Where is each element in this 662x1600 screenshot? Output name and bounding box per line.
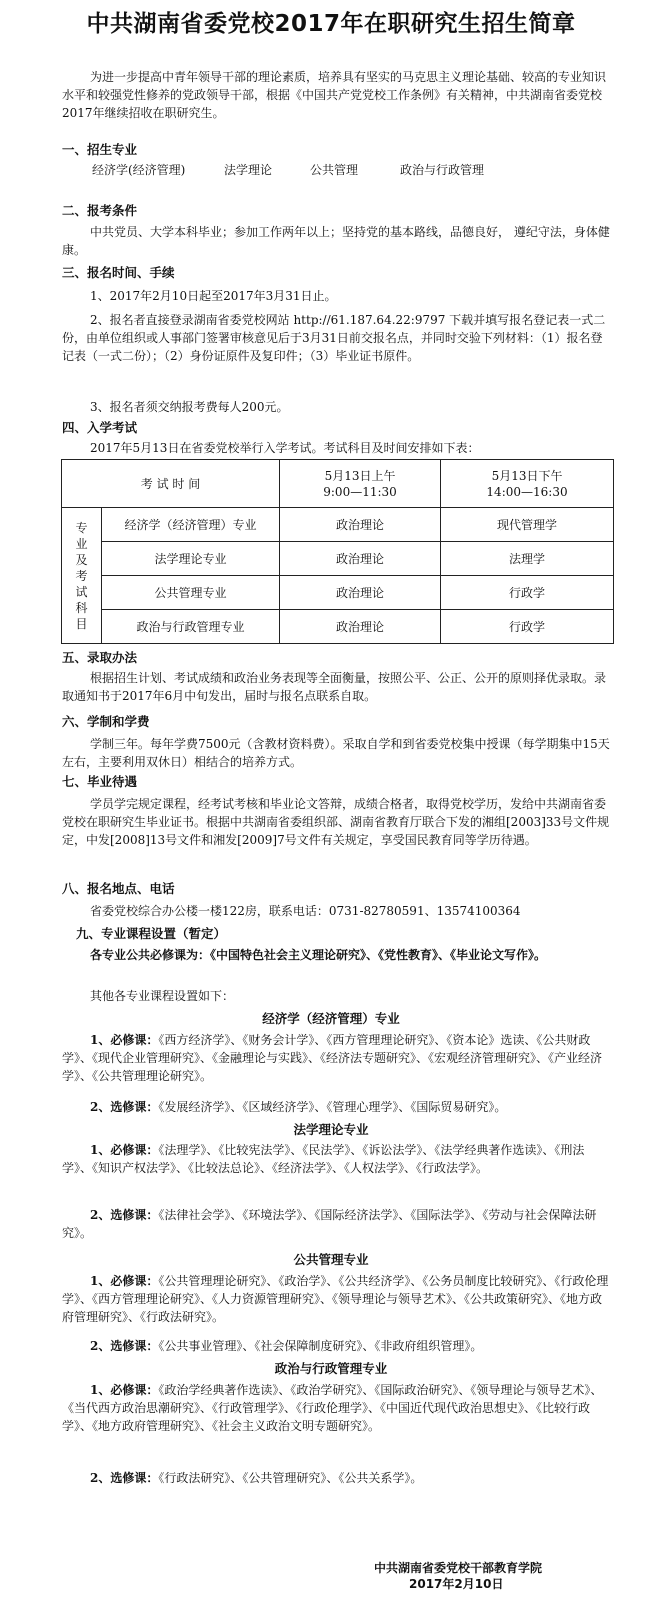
required-courses: 《西方经济学》、《财务会计学》、《西方管理理论研究》、《资本论》选读、《公共财政学》、《现代企业管理研究》、《金融理论与实践》、《经济法专题研究》、《宏观经济管理研究》、《产业经济学》、《公共管理理论研究》。 [62,1033,603,1083]
side-char: 目 [75,616,88,631]
exam-time-header: 考 试 时 间 [62,460,280,508]
section-4-heading: 四、入学考试 [62,420,138,435]
section-5-text: 根据招生计划、考试成绩和政治业务表现等全面衡量，按照公平、公正、公开的原则择优录取。录取通知书于2017年6月中旬发出，届时与报名点联系自取。 [62,671,607,703]
major-item: 政治与行政管理 [400,163,485,177]
table-cell-pm: 现代管理学 [441,508,614,542]
table-cell-major: 法学理论专业 [102,542,280,576]
elective-label: 2、选修课： [90,1100,159,1114]
exam-am-time: 9:00—11:30 [323,484,397,499]
section-3-item-1: 1、2017年2月10日起至2017年3月31日止。 [90,289,337,303]
section-7-heading: 七、毕业待遇 [62,774,138,789]
section-2-text: 中共党员、大学本科毕业；参加工作两年以上；坚持党的基本路线，品德良好， 遵纪守法，身体健康。 [62,225,610,257]
required-label: 1、必修课： [90,1143,159,1157]
side-char: 及 [75,552,88,567]
major-1-elective [62,1098,610,1116]
major-item: 公共管理 [310,163,359,177]
table-cell-pm: 行政学 [441,610,614,644]
exam-side-label [62,508,102,644]
side-char: 考 [75,568,88,583]
major-4-elective [62,1469,610,1487]
major-2-title: 法学理论专业 [293,1122,369,1137]
major-1-title: 经济学（经济管理）专业 [262,1011,400,1026]
elective-courses: 《发展经济学》、《区域经济学》、《管理心理学》、《国际贸易研究》。 [158,1100,507,1114]
table-cell-major: 公共管理专业 [102,576,280,610]
major-2-required [62,1141,610,1177]
section-2-heading: 二、报考条件 [62,203,138,218]
section-4-text: 2017年5月13日在省委党校举行入学考试。考试科目及时间安排如下表： [90,441,480,455]
other-courses-intro: 其他各专业课程设置如下： [90,989,235,1003]
side-char: 专 [75,520,88,535]
elective-courses: 《公共事业管理》、《社会保障制度研究》、《非政府组织管理》。 [158,1339,483,1353]
table-cell-major: 经济学（经济管理）专业 [102,508,280,542]
section-9-heading: 九、专业课程设置（暂定） [76,926,227,941]
required-courses: 《法理学》、《比较宪法学》、《民法学》、《诉讼法学》、《法学经典著作选读》、《刑法学》、《知识产权法学》、《比较法总论》、《经济法学》、《人权法学》、《行政法学》。 [62,1143,585,1175]
table-cell-am: 政治理论 [280,576,441,610]
elective-courses: 《法律社会学》、《环境法学》、《国际经济法学》、《国际法学》、《劳动与社会保障法研究》。 [62,1208,597,1240]
side-char: 试 [75,584,88,599]
section-6-heading: 六、学制和学费 [62,714,150,729]
major-3-title: 公共管理专业 [293,1252,369,1267]
exam-pm-date: 5月13日下午 [491,468,563,483]
major-1-required [62,1031,610,1085]
required-courses: 《政治学经典著作选读》、《政治学研究》、《国际政治研究》、《领导理论与领导艺术》、《当代西方政治思潮研究》、《行政管理学》、《行政伦理学》、《中国近代现代政治思想史》、《比较行政学》、《地方政府管理研究》、《社会主义政治文明专题研究》。 [62,1383,603,1433]
required-label: 1、必修课： [90,1383,159,1397]
section-3-item-3: 3、报名者须交纳报考费每人200元。 [90,400,289,414]
table-cell-am: 政治理论 [280,542,441,576]
intro-paragraph: 为进一步提高中青年领导干部的理论素质，培养具有坚实的马克思主义理论基础、较高的专业知识水平和较强党性修养的党政领导干部，根据《中国共产党党校工作条例》有关精神，中共湖南省委党校2017年继续招收在职研究生。 [62,70,607,120]
signature-org: 中共湖南省委党校干部教育学院 [374,1561,543,1575]
major-3-required [62,1272,610,1326]
major-3-elective [62,1337,610,1355]
table-cell-am: 政治理论 [280,610,441,644]
signature-date: 2017年2月10日 [409,1577,504,1591]
major-4-required [62,1381,610,1435]
exam-am-date: 5月13日上午 [324,468,396,483]
required-label: 1、必修课： [90,1274,159,1288]
section-6-text: 学制三年。每年学费7500元（含教材资料费）。采取自学和到省委党校集中授课（每学期集中15天左右，主要利用双休日）相结合的培养方式。 [62,737,610,769]
elective-label: 2、选修课： [90,1208,159,1222]
elective-courses: 《行政法研究》、《公共管理研究》、《公共关系学》。 [158,1471,423,1485]
common-courses: 各专业公共必修课为：《中国特色社会主义理论研究》、《党性教育》、《毕业论文写作》。 [90,948,547,962]
section-3-item-2: 2、报名者直接登录湖南省委党校网站 http://61.187.64.22:9797 下载并填写报名登记表一式二份，由单位组织或人事部门签署审核意见后于3月31日前交报名点，并同时交验下列材料：（1）报名登记表（一式二份）；（2）身份证原件及复印件；（3）毕业证书原件。 [62,313,606,363]
major-4-title: 政治与行政管理专业 [274,1361,388,1376]
exam-pm-time: 14:00—16:30 [486,484,568,499]
majors-list [92,161,484,179]
elective-label: 2、选修课： [90,1339,159,1353]
side-char: 业 [75,536,88,551]
major-2-elective [62,1206,610,1242]
section-7-text: 学员学完规定课程，经考试考核和毕业论文答辩，成绩合格者，取得党校学历，发给中共湖南省委党校在职研究生毕业证书。根据中共湖南省委组织部、湖南省教育厅联合下发的湘组[2003]33号文件规定，中发[2008]13号文件和湘发[2009]7号文件有关规定，享受国民教育同等学历待遇。 [62,797,610,847]
section-3-heading: 三、报名时间、手续 [62,265,175,280]
section-8-text: 省委党校综合办公楼一楼122房，联系电话：0731-82780591、13574100364 [90,904,521,918]
section-8-heading: 八、报名地点、电话 [62,881,175,896]
table-cell-pm: 法理学 [441,542,614,576]
required-label: 1、必修课： [90,1033,159,1047]
exam-am-header [280,460,441,508]
page-title: 中共湖南省委党校2017年在职研究生招生简章 [86,11,576,37]
table-cell-pm: 行政学 [441,576,614,610]
major-item: 法学理论 [224,163,273,177]
section-1-heading: 一、招生专业 [62,142,138,157]
major-item: 经济学(经济管理) [92,163,186,177]
required-courses: 《公共管理理论研究》、《政治学》、《公共经济学》、《公务员制度比较研究》、《行政伦理学》、《西方管理理论研究》、《人力资源管理研究》、《领导理论与领导艺术》、《公共政策研究》、《地方政府管理研究》、《行政法研究》。 [62,1274,609,1324]
elective-label: 2、选修课： [90,1471,159,1485]
table-cell-major: 政治与行政管理专业 [102,610,280,644]
section-5-heading: 五、录取办法 [62,650,138,665]
exam-schedule-table [61,459,614,644]
exam-pm-header [441,460,614,508]
side-char: 科 [75,600,88,615]
table-cell-am: 政治理论 [280,508,441,542]
